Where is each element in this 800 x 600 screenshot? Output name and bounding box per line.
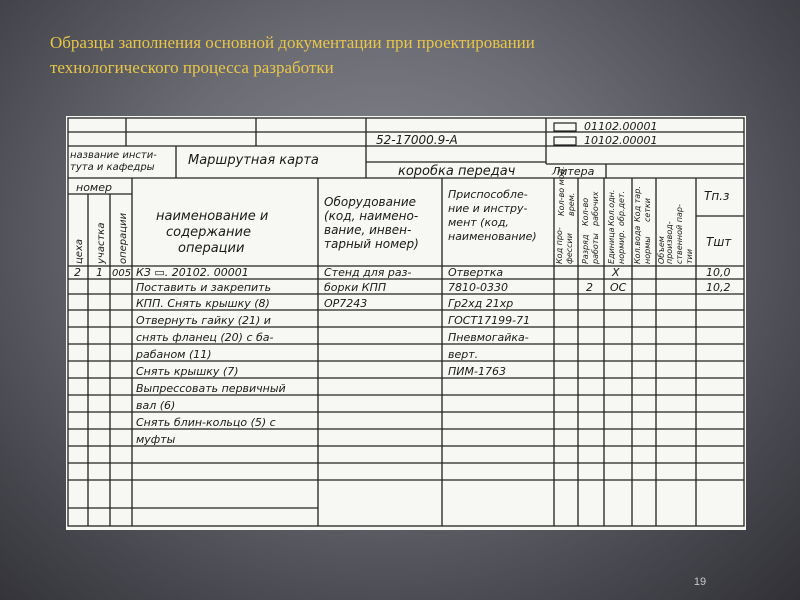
- code-top: 01102.00001: [584, 120, 658, 133]
- row-1-tpz: 10,0: [706, 266, 731, 279]
- code-box-icon: [554, 137, 576, 145]
- header-v5b: нормир.: [617, 229, 626, 264]
- row-7-name: Снять крышку (7): [136, 365, 239, 378]
- header-equipment-line-4: тарный номер): [324, 237, 419, 251]
- row-4-name: Отвернуть гайку (21) и: [136, 314, 271, 327]
- header-fixture-line-1: Приспособле-: [448, 188, 528, 201]
- route-card-drawing: [66, 116, 746, 530]
- row-1-equipment: Стенд для раз-: [324, 266, 412, 279]
- header-fixture-line-2: ние и инстру-: [448, 202, 528, 215]
- litera-label: Литера: [552, 165, 595, 178]
- row-2-unit: ОС: [610, 281, 627, 294]
- header-name-line-3: операции: [178, 241, 245, 256]
- route-card-document: [66, 116, 746, 530]
- header-v9b: производ-: [665, 221, 674, 264]
- header-v5a: Единица: [607, 227, 616, 264]
- row-5-name: снять фланец (20) с ба-: [136, 331, 274, 344]
- header-v1a: Код про-: [555, 227, 564, 264]
- row-3-equipment: ОР7243: [324, 297, 368, 310]
- slide-title-line-2: технологического процесса разработки: [50, 58, 334, 77]
- header-v7a: Кол.вода: [633, 225, 642, 264]
- header-name-line-2: содержание: [166, 225, 251, 240]
- header-v4b: рабочих: [591, 191, 600, 226]
- code-box-icons: [554, 123, 576, 145]
- header-ceha: цеха: [74, 238, 85, 264]
- header-tsht: Тшт: [706, 235, 732, 249]
- header-number: номер: [76, 181, 112, 194]
- header-equipment-line-1: Оборудование: [324, 195, 416, 209]
- form-title: Маршрутная карта: [188, 153, 319, 168]
- row-4-fixture: ГОСТ17199-71: [448, 314, 531, 327]
- row-3-name: КПП. Снять крышку (8): [136, 297, 270, 310]
- header-v9d: тии: [685, 248, 694, 264]
- header-v3b: работы: [591, 233, 600, 264]
- row-2-equipment: борки КПП: [324, 281, 387, 294]
- row-8-name: Выпрессовать первичный: [136, 382, 286, 395]
- product-name: коробка передач: [398, 164, 516, 179]
- row-1-ceh: 2: [74, 266, 81, 279]
- header-fixture-line-3: мент (код,: [448, 216, 509, 229]
- row-11-name: муфты: [136, 433, 176, 446]
- header-name-line-1: наименование и: [156, 209, 269, 224]
- code-second: 10102.00001: [584, 134, 658, 147]
- header-uchastka: участка: [96, 222, 107, 264]
- slide-title: [50, 30, 710, 80]
- institute-label-line-1: название инсти-: [70, 150, 157, 161]
- header-equipment-line-3: вание, инвен-: [324, 223, 412, 237]
- header-v4a: Кол-во: [581, 197, 590, 226]
- header-v8a: Код тар.: [633, 186, 642, 222]
- header-operatsii: операции: [118, 212, 129, 264]
- slide-title-line-1: Образцы заполнения основной документации при проектировании: [50, 33, 535, 52]
- header-equipment-line-2: (код, наимено-: [324, 209, 419, 223]
- row-5-fixture: Пневмогайка-: [448, 331, 529, 344]
- row-2-razryad: 2: [586, 281, 593, 294]
- header-fixture-line-4: наименование): [448, 230, 537, 243]
- header-v6b: обр.дет.: [617, 190, 626, 226]
- header-v2b: врем.: [567, 192, 576, 216]
- row-7-fixture: ПИМ-1763: [448, 365, 506, 378]
- page-number: 19: [693, 576, 707, 588]
- row-6-fixture: верт.: [448, 348, 479, 361]
- row-1-name: КЗ ▭. 20102. 00001: [136, 266, 249, 279]
- institute-label-line-2: тута и кафедры: [70, 162, 155, 173]
- row-1-mark: X: [612, 266, 620, 279]
- row-2-tsht: 10,2: [706, 281, 731, 294]
- header-v9a: Объем: [657, 236, 666, 264]
- header-v8b: сетки: [643, 197, 652, 222]
- vertical-headers: [555, 166, 694, 265]
- row-9-name: вал (6): [136, 399, 176, 412]
- row-1-uchastok: 1: [96, 266, 103, 279]
- row-2-fixture: 7810-0330: [448, 281, 508, 294]
- header-v6a: Кол.одн.: [607, 189, 616, 226]
- doc-number: 52-17000.9-А: [376, 133, 458, 147]
- code-box-icon: [554, 123, 576, 131]
- header-v2a: Кол-во мод.: [557, 166, 566, 216]
- header-v3a: Разряд: [581, 234, 590, 264]
- header-v1b: фессии: [565, 233, 574, 264]
- row-1-fixture: Отвертка: [448, 266, 504, 279]
- header-v7b: нормы: [643, 236, 652, 264]
- row-3-fixture: Гр2хд 21хр: [448, 297, 514, 310]
- header-v9c: ственной пар-: [675, 204, 684, 264]
- header-tpz: Тп.з: [704, 189, 730, 203]
- row-2-name: Поставить и закрепить: [136, 281, 272, 294]
- row-6-name: рабаном (11): [136, 348, 212, 361]
- row-1-operation: 005: [112, 268, 132, 279]
- row-10-name: Снять блин-кольцо (5) с: [136, 416, 276, 429]
